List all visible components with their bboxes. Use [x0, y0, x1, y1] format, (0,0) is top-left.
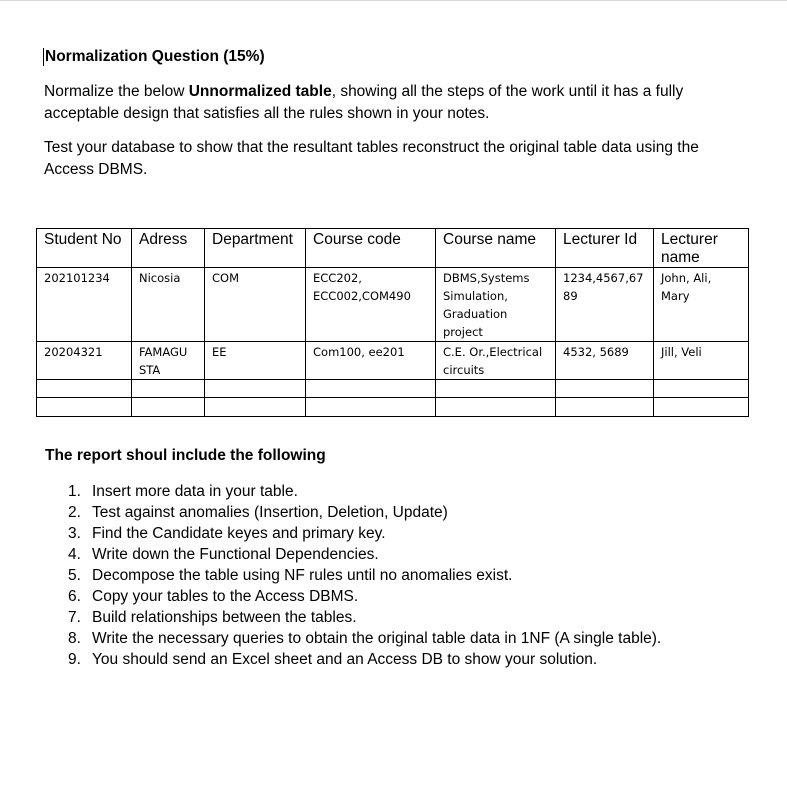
table-cell: John, Ali, Mary [654, 268, 749, 342]
table-cell: 4532, 5689 [556, 342, 654, 380]
table-row [37, 380, 749, 398]
table-cell [37, 380, 132, 398]
table-cell [654, 398, 749, 417]
table-cell [436, 398, 556, 417]
list-item-text: Write the necessary queries to obtain the original table data in 1NF (A single table). [92, 630, 662, 647]
header-student-no: Student No [37, 229, 132, 268]
list-item-text: Decompose the table using NF rules until no anomalies exist. [92, 567, 513, 584]
list-item [68, 607, 772, 628]
table-cell: C.E. Or.,Electrical circuits [436, 342, 556, 380]
table-cell: DBMS,Systems Simulation, Graduation project [436, 268, 556, 342]
table-cell: ECC202, ECC002,COM490 [306, 268, 436, 342]
list-item-text: Build relationships between the tables. [92, 609, 357, 626]
list-item [68, 502, 772, 523]
top-divider [0, 0, 787, 1]
table-cell: 1234,4567,67 89 [556, 268, 654, 342]
table-row [37, 398, 749, 417]
table-header-row [37, 229, 749, 268]
header-lecturer-name: Lecturer name [654, 229, 749, 268]
intro-prefix: Normalize the below [44, 83, 189, 100]
intro-paragraph [44, 81, 744, 125]
intro-suffix: , showing all the steps of the work until it has a fully acceptable design that satisfies all the rules shown in your notes. [44, 83, 684, 122]
text-cursor [43, 48, 44, 66]
table-cell [556, 398, 654, 417]
table-cell: 202101234 [37, 268, 132, 342]
table-cell [556, 380, 654, 398]
list-number: 3. [68, 525, 81, 542]
list-item-text: You should send an Excel sheet and an Access DB to show your solution. [92, 651, 598, 668]
table-cell [132, 380, 205, 398]
question-title: Normalization Question (15%) [45, 48, 265, 65]
list-item [68, 481, 772, 502]
header-lecturer-id: Lecturer Id [556, 229, 654, 268]
list-item [68, 628, 772, 649]
requirements-list [68, 481, 772, 670]
list-number: 9. [68, 651, 81, 668]
table-row [37, 268, 749, 342]
report-heading: The report shoul include the following [45, 447, 326, 464]
list-item-text: Write down the Functional Dependencies. [92, 546, 379, 563]
table-cell [205, 398, 306, 417]
table-cell [436, 380, 556, 398]
table-cell: 20204321 [37, 342, 132, 380]
table-cell: Nicosia [132, 268, 205, 342]
list-number: 2. [68, 504, 81, 521]
intro-bold: Unnormalized table [188, 83, 332, 100]
list-item-text: Test against anomalies (Insertion, Deletion, Update) [92, 504, 448, 521]
table-cell: Com100, ee201 [306, 342, 436, 380]
table-cell: Jill, Veli [654, 342, 749, 380]
list-item-text: Find the Candidate keyes and primary key. [92, 525, 386, 542]
table-cell: COM [205, 268, 306, 342]
list-item [68, 544, 772, 565]
list-number: 4. [68, 546, 81, 563]
list-number: 6. [68, 588, 81, 605]
test-paragraph: Test your database to show that the resultant tables reconstruct the original table data using the Access DBMS. [44, 139, 699, 178]
unnormalized-table [36, 228, 749, 417]
list-item [68, 523, 772, 544]
table-row [37, 342, 749, 380]
list-number: 1. [68, 483, 81, 500]
list-item-text: Copy your tables to the Access DBMS. [92, 588, 359, 605]
list-number: 8. [68, 630, 81, 647]
table-cell [306, 398, 436, 417]
list-item-text: Insert more data in your table. [92, 483, 298, 500]
header-course-name: Course name [436, 229, 556, 268]
table-cell [654, 380, 749, 398]
header-course-code: Course code [306, 229, 436, 268]
table-cell: EE [205, 342, 306, 380]
header-department: Department [205, 229, 306, 268]
table-cell [37, 398, 132, 417]
list-number: 5. [68, 567, 81, 584]
table-cell: FAMAGU STA [132, 342, 205, 380]
header-adress: Adress [132, 229, 205, 268]
table-cell [205, 380, 306, 398]
list-number: 7. [68, 609, 81, 626]
list-item [68, 586, 772, 607]
list-item [68, 649, 772, 670]
table-cell [132, 398, 205, 417]
table-cell [306, 380, 436, 398]
list-item [68, 565, 772, 586]
